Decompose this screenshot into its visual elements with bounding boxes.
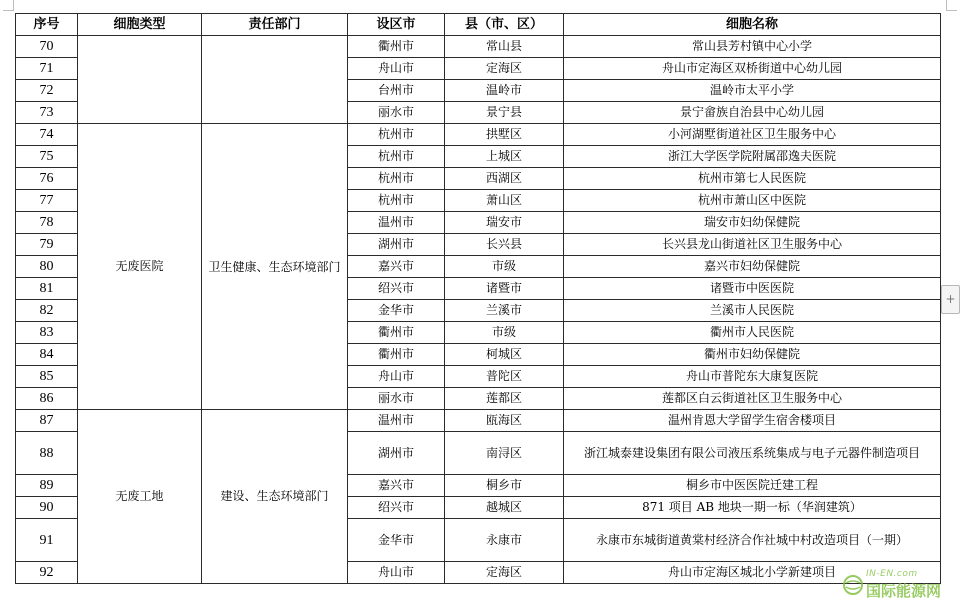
row-number: 79 xyxy=(16,234,78,256)
row-number: 90 xyxy=(16,497,78,519)
county: 市级 xyxy=(445,256,564,278)
cell-list-table xyxy=(15,13,941,584)
city: 杭州市 xyxy=(348,190,445,212)
county: 长兴县 xyxy=(445,234,564,256)
row-number: 70 xyxy=(16,36,78,58)
cell-name: 瑞安市妇幼保健院 xyxy=(564,212,941,234)
city: 温州市 xyxy=(348,212,445,234)
city: 湖州市 xyxy=(348,234,445,256)
county: 瓯海区 xyxy=(445,410,564,432)
county: 常山县 xyxy=(445,36,564,58)
table-row xyxy=(16,124,941,146)
cell-type: 无废医院 xyxy=(78,124,202,410)
row-number: 78 xyxy=(16,212,78,234)
row-number: 83 xyxy=(16,322,78,344)
cell-name: 莲都区白云街道社区卫生服务中心 xyxy=(564,388,941,410)
city: 丽水市 xyxy=(348,102,445,124)
cell-name: 衢州市妇幼保健院 xyxy=(564,344,941,366)
city: 绍兴市 xyxy=(348,497,445,519)
globe-logo-icon xyxy=(842,574,864,596)
row-number: 89 xyxy=(16,475,78,497)
cell-name: 诸暨市中医医院 xyxy=(564,278,941,300)
table-row xyxy=(16,410,941,432)
watermark-cn: 国际能源网 xyxy=(866,582,942,600)
row-number: 77 xyxy=(16,190,78,212)
cell-name: 永康市东城街道黄棠村经济合作社城中村改造项目（一期） xyxy=(564,519,941,562)
cell-name: 景宁畲族自治县中心幼儿园 xyxy=(564,102,941,124)
county: 定海区 xyxy=(445,58,564,80)
city: 杭州市 xyxy=(348,124,445,146)
cell-name: 舟山市定海区双桥街道中心幼儿园 xyxy=(564,58,941,80)
cell-type: 无废工地 xyxy=(78,410,202,584)
cell-name: 杭州市萧山区中医院 xyxy=(564,190,941,212)
county: 兰溪市 xyxy=(445,300,564,322)
cell-name: 杭州市第七人民医院 xyxy=(564,168,941,190)
cell-name: 浙江城泰建设集团有限公司液压系统集成与电子元器件制造项目 xyxy=(564,432,941,475)
city: 金华市 xyxy=(348,519,445,562)
county: 温岭市 xyxy=(445,80,564,102)
responsible-dept xyxy=(202,36,348,124)
cell-name: 舟山市普陀东大康复医院 xyxy=(564,366,941,388)
responsible-dept: 卫生健康、生态环境部门 xyxy=(202,124,348,410)
cell-name: 衢州市人民医院 xyxy=(564,322,941,344)
city: 舟山市 xyxy=(348,58,445,80)
row-number: 92 xyxy=(16,562,78,584)
row-number: 74 xyxy=(16,124,78,146)
header-seq: 序号 xyxy=(16,14,78,36)
city: 嘉兴市 xyxy=(348,475,445,497)
cell-name: 兰溪市人民医院 xyxy=(564,300,941,322)
row-number: 75 xyxy=(16,146,78,168)
row-number: 91 xyxy=(16,519,78,562)
county: 莲都区 xyxy=(445,388,564,410)
page-corner-mark-right xyxy=(946,0,957,11)
cell-name: 常山县芳村镇中心小学 xyxy=(564,36,941,58)
row-number: 86 xyxy=(16,388,78,410)
watermark xyxy=(842,568,960,604)
county: 桐乡市 xyxy=(445,475,564,497)
cell-name: 温岭市太平小学 xyxy=(564,80,941,102)
header-cell-name: 细胞名称 xyxy=(564,14,941,36)
row-number: 84 xyxy=(16,344,78,366)
city: 舟山市 xyxy=(348,562,445,584)
add-row-button[interactable]: + xyxy=(941,285,960,314)
cell-name: 嘉兴市妇幼保健院 xyxy=(564,256,941,278)
county: 景宁县 xyxy=(445,102,564,124)
county: 诸暨市 xyxy=(445,278,564,300)
county: 永康市 xyxy=(445,519,564,562)
county: 普陀区 xyxy=(445,366,564,388)
city: 绍兴市 xyxy=(348,278,445,300)
row-number: 88 xyxy=(16,432,78,475)
county: 瑞安市 xyxy=(445,212,564,234)
cell-name: 温州肯恩大学留学生宿舍楼项目 xyxy=(564,410,941,432)
cell-name: 长兴县龙山街道社区卫生服务中心 xyxy=(564,234,941,256)
row-number: 85 xyxy=(16,366,78,388)
county: 市级 xyxy=(445,322,564,344)
row-number: 87 xyxy=(16,410,78,432)
row-number: 73 xyxy=(16,102,78,124)
table-row xyxy=(16,36,941,58)
city: 温州市 xyxy=(348,410,445,432)
county: 南浔区 xyxy=(445,432,564,475)
cell-type xyxy=(78,36,202,124)
city: 杭州市 xyxy=(348,146,445,168)
county: 柯城区 xyxy=(445,344,564,366)
cell-name: 871 项目 AB 地块一期一标（华润建筑） xyxy=(564,497,941,519)
page-corner-mark-left xyxy=(3,0,14,11)
county: 西湖区 xyxy=(445,168,564,190)
city: 舟山市 xyxy=(348,366,445,388)
city: 衢州市 xyxy=(348,344,445,366)
county: 定海区 xyxy=(445,562,564,584)
header-city: 设区市 xyxy=(348,14,445,36)
county: 拱墅区 xyxy=(445,124,564,146)
row-number: 72 xyxy=(16,80,78,102)
cell-name: 小河湖墅街道社区卫生服务中心 xyxy=(564,124,941,146)
city: 湖州市 xyxy=(348,432,445,475)
cell-name: 舟山市定海区城北小学新建项目 xyxy=(564,562,941,584)
row-number: 80 xyxy=(16,256,78,278)
county: 萧山区 xyxy=(445,190,564,212)
county: 上城区 xyxy=(445,146,564,168)
row-number: 82 xyxy=(16,300,78,322)
city: 衢州市 xyxy=(348,36,445,58)
cell-name: 浙江大学医学院附属邵逸夫医院 xyxy=(564,146,941,168)
city: 嘉兴市 xyxy=(348,256,445,278)
city: 衢州市 xyxy=(348,322,445,344)
city: 杭州市 xyxy=(348,168,445,190)
county: 越城区 xyxy=(445,497,564,519)
city: 台州市 xyxy=(348,80,445,102)
city: 金华市 xyxy=(348,300,445,322)
responsible-dept: 建设、生态环境部门 xyxy=(202,410,348,584)
row-number: 81 xyxy=(16,278,78,300)
row-number: 76 xyxy=(16,168,78,190)
header-county: 县（市、区） xyxy=(445,14,564,36)
row-number: 71 xyxy=(16,58,78,80)
watermark-en: IN-EN.com xyxy=(866,569,918,579)
header-dept: 责任部门 xyxy=(202,14,348,36)
table-header-row xyxy=(16,14,941,36)
city: 丽水市 xyxy=(348,388,445,410)
cell-name: 桐乡市中医医院迁建工程 xyxy=(564,475,941,497)
header-cell-type: 细胞类型 xyxy=(78,14,202,36)
